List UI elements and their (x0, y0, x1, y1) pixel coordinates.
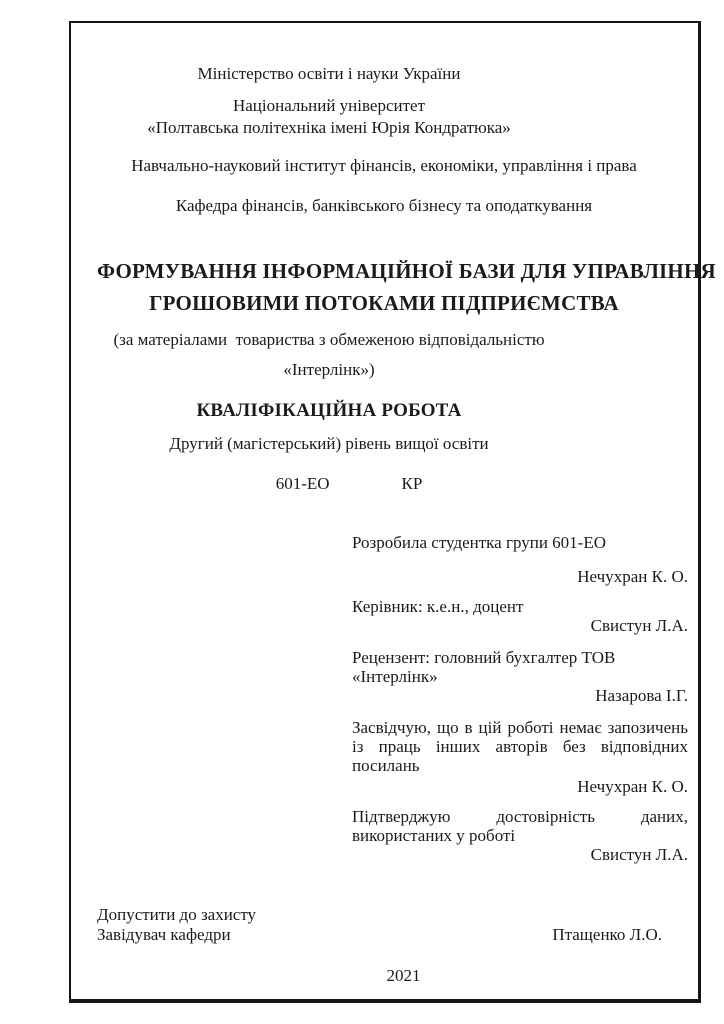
originality-statement-text: Засвідчую, що в цій роботі немає запозичень із праць інших авторів без відповідних посилань (352, 718, 688, 775)
attribution-entry-developer (352, 533, 688, 586)
supervisor-label: Керівник: к.е.н., доцент (352, 597, 524, 616)
work-subtitle-line1: (за матеріалами товариства з обмеженою відповідальністю (113, 330, 545, 349)
approval-head-of-department-label: Завідувач кафедри (97, 925, 231, 944)
university-name (97, 95, 687, 139)
work-title (97, 255, 716, 319)
data-confirmation-signature-name: Свистун Л.А. (590, 845, 688, 864)
group-code: 601-ЕО (275, 474, 330, 493)
document-page (69, 21, 716, 1003)
attribution-section (352, 533, 688, 864)
department-line: Кафедра фінансів, банківського бізнесу та оподаткування (175, 196, 593, 215)
attribution-entry-data-confirmation (352, 807, 688, 864)
approval-admit-line: Допустити до захисту (97, 905, 257, 924)
institute-line: Навчально-науковий інститут фінансів, економіки, управління і права (131, 156, 637, 175)
work-title-line1: ФОРМУВАННЯ ІНФОРМАЦІЙНОЇ БАЗИ ДЛЯ УПРАВЛІННЯ (97, 259, 716, 283)
originality-signature-name: Нечухран К. О. (577, 777, 688, 796)
approval-signature-name: Птащенко Л.О. (552, 925, 662, 944)
data-confirmation-text: Підтверджую достовірність даних, використаних у роботі (352, 807, 688, 845)
year-line: 2021 (386, 966, 421, 985)
developer-label: Розробила студентка групи 601-ЕО (352, 533, 606, 552)
university-name-line2: «Полтавська політехніка імені Юрія Кондратюка» (147, 118, 511, 137)
education-level-line: Другий (магістерський) рівень вищої освіти (169, 434, 489, 453)
approval-section (97, 905, 687, 945)
developer-signature-name: Нечухран К. О. (577, 567, 688, 586)
ministry-line: Міністерство освіти і науки України (197, 64, 461, 83)
work-type-heading: КВАЛІФІКАЦІЙНА РОБОТА (196, 400, 462, 421)
attribution-entry-supervisor (352, 597, 688, 635)
attribution-entry-originality-statement (352, 718, 688, 796)
supervisor-signature-name: Свистун Л.А. (590, 616, 688, 635)
work-title-line2: ГРОШОВИМИ ПОТОКАМИ ПІДПРИЄМСТВА (149, 291, 619, 315)
work-subtitle (97, 325, 687, 385)
university-name-line1: Національний університет (232, 96, 426, 115)
work-subtitle-line2: «Інтерлінк») (283, 360, 375, 379)
work-code: КР (401, 474, 423, 493)
reviewer-signature-name: Назарова І.Г. (595, 686, 688, 705)
attribution-entry-reviewer (352, 648, 688, 705)
codes-row (137, 473, 561, 495)
approval-row (97, 925, 687, 945)
reviewer-label: Рецензент: головний бухгалтер ТОВ «Інтерлінк» (352, 648, 616, 686)
